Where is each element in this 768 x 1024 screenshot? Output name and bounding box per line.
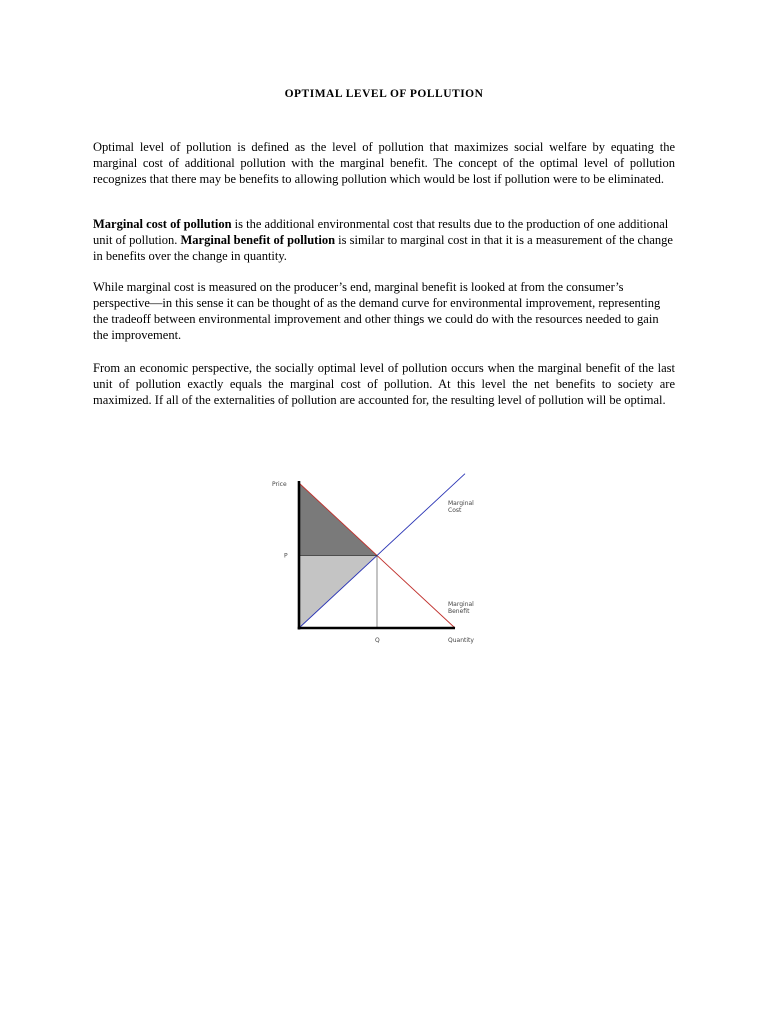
marginal-cost-label-line1: Marginal: [448, 500, 474, 507]
paragraph-economic-perspective: From an economic perspective, the socially optimal level of pollution occurs when the marginal benefit of the last unit of pollution exactly equals the marginal cost of pollution. At this level the net benefits to society are maximized. If all of the externalities of pollution are accounted for, the resulting level of pollution will be optimal.: [93, 361, 675, 407]
equilibrium-quantity-label: Q: [375, 637, 380, 644]
equilibrium-price-label: P: [284, 552, 288, 560]
text-marginal-cost-definition: is the additional environmental cost that results due to the production of one additional unit of pollution.: [93, 217, 669, 247]
marginal-benefit-label: [448, 601, 476, 615]
paragraph-perspective: While marginal cost is measured on the producer’s end, marginal benefit is looked at from the consumer’s perspective—in this sense it can be thought of as the demand curve for environmental improvement, representing the tradeoff between environmental improvement and other things we could do with the resources needed to gain the improvement.: [93, 280, 661, 342]
marginal-cost-label: [448, 500, 476, 514]
term-marginal-cost: Marginal cost of pollution: [93, 217, 232, 231]
y-axis-label: Price: [272, 481, 287, 488]
page-title: OPTIMAL LEVEL OF POLLUTION: [284, 88, 484, 100]
text-marginal-benefit-definition: is similar to marginal cost in that it is a measurement of the change in benefits over the change in quantity.: [93, 233, 673, 263]
term-marginal-benefit: Marginal benefit of pollution: [180, 233, 336, 247]
marginal-cost-label-line2: Cost: [448, 507, 462, 514]
paragraph-marginal-terms: [93, 216, 675, 264]
pollution-chart: [260, 470, 500, 655]
x-axis-label: Quantity: [448, 637, 474, 644]
paragraph-definition: Optimal level of pollution is defined as the level of pollution that maximizes social welfare by equating the marginal cost of additional pollution with the marginal benefit. The concept of the optimal level of pollution recognizes that there may be benefits to allowing pollution which would be lost if pollution were to be eliminated.: [93, 140, 675, 186]
marginal-benefit-label-line1: Marginal: [448, 601, 474, 608]
marginal-benefit-label-line2: Benefit: [448, 608, 470, 615]
